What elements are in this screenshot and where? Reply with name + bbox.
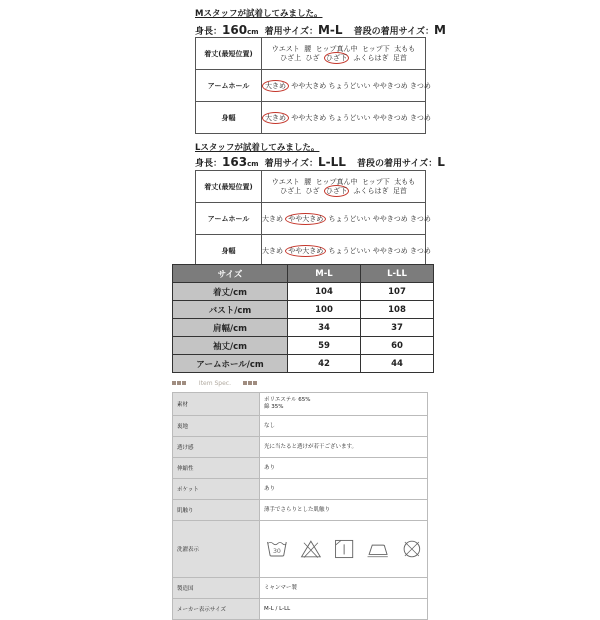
opt: ヒップ真ん中: [315, 177, 358, 186]
cell: 104: [288, 283, 361, 301]
m-staff-title: Mスタッフが試着してみました。: [195, 9, 323, 19]
cell: 60: [361, 337, 434, 355]
l-size-value: L-LL: [317, 155, 346, 169]
spec-table: [172, 392, 428, 620]
opt: ふくらはぎ: [353, 186, 389, 195]
l-height-value: 163: [222, 155, 248, 169]
l-width-label: 身幅: [196, 235, 262, 267]
m-width-options: [262, 102, 431, 134]
cell: 100: [288, 301, 361, 319]
opt: 足首: [392, 186, 407, 195]
m-armhole-label: アームホール: [196, 70, 262, 102]
m-length-label: 着丈(最短位置): [196, 38, 262, 70]
m-armhole-row: [196, 70, 426, 102]
opt: ひざ上: [280, 53, 302, 62]
l-armhole-row: [196, 203, 426, 235]
cell: 34: [288, 319, 361, 337]
table-row: [173, 393, 428, 416]
spec-key: 製造国: [173, 578, 260, 599]
opt: ヒップ真ん中: [315, 44, 358, 53]
spec-key: 素材: [173, 393, 260, 416]
opt: ヒップ下: [361, 44, 390, 53]
opt: ひざ: [305, 186, 320, 195]
opt: 大きめ: [262, 246, 283, 255]
l-armhole-label: アームホール: [196, 203, 262, 235]
cell: 37: [361, 319, 434, 337]
spec-key: 透け感: [173, 437, 260, 458]
opt: ひざ上: [280, 186, 302, 195]
table-row: [173, 500, 428, 521]
size-header-label: サイズ: [173, 265, 288, 283]
m-length-row: [196, 38, 426, 70]
opt: ヒップ下: [361, 177, 390, 186]
table-row: [173, 458, 428, 479]
spec-value: M-L / L-LL: [260, 599, 428, 620]
spec-value: あり: [260, 479, 428, 500]
m-length-options: [262, 38, 426, 70]
spec-value: 光に当たると透けが若干ございます。: [260, 437, 428, 458]
l-usual-label: 普段の着用サイズ：: [357, 159, 438, 169]
spec-key: 伸縮性: [173, 458, 260, 479]
square-icon: [253, 381, 257, 385]
table-row: [173, 355, 434, 373]
opt: きつめ: [409, 81, 431, 90]
size-table: [172, 264, 434, 373]
table-row: [173, 416, 428, 437]
square-icon: [243, 381, 247, 385]
l-staff-title: Lスタッフが試着してみました。: [195, 143, 320, 153]
m-width-label: 身幅: [196, 102, 262, 134]
spec-value: [260, 393, 428, 416]
l-size-label: 着用サイズ：: [264, 159, 318, 169]
l-usual-value: L: [437, 155, 445, 169]
opt: 腰: [304, 44, 312, 53]
table-row: [173, 599, 428, 620]
opt: 足首: [392, 53, 407, 62]
spec-heading: [172, 380, 258, 387]
l-staff-info: [195, 155, 445, 169]
square-icon: [248, 381, 252, 385]
m-size-label: 着用サイズ：: [264, 27, 318, 37]
opt: ややきつめ: [372, 214, 408, 223]
l-armhole-options: [262, 203, 431, 235]
square-icon: [177, 381, 181, 385]
m-width-row: [196, 102, 426, 134]
selected-armhole-option: やや大きめ: [285, 213, 326, 225]
l-height-label: 身長：: [195, 159, 223, 169]
spec-value: 薄手でさらりとした肌触り: [260, 500, 428, 521]
opt: やや大きめ: [291, 81, 327, 90]
opt: 腰: [304, 177, 312, 186]
spec-title: Item Spec.: [198, 380, 232, 387]
opt: ややきつめ: [372, 113, 408, 122]
row-label: アームホール/cm: [173, 355, 288, 373]
table-row: [173, 319, 434, 337]
line-dry-shade-icon: [334, 536, 354, 562]
opt: ひざ: [305, 53, 320, 62]
cell: 108: [361, 301, 434, 319]
opt: ややきつめ: [372, 81, 408, 90]
row-label: 袖丈/cm: [173, 337, 288, 355]
material-1: ポリエステル 65%: [264, 397, 311, 403]
l-height-unit: cm: [247, 160, 259, 168]
size-header-row: [173, 265, 434, 283]
care-icons: [260, 521, 428, 578]
selected-length-option: ひざ下: [326, 186, 347, 195]
selected-width-option: やや大きめ: [285, 245, 326, 257]
spec-value: ミャンマー製: [260, 578, 428, 599]
opt: 太もも: [394, 177, 416, 186]
m-height-value: 160: [222, 23, 248, 37]
opt: ちょうどいい: [328, 246, 371, 255]
opt: きつめ: [409, 246, 431, 255]
spec-key: 裏地: [173, 416, 260, 437]
m-usual-value: M: [433, 23, 446, 37]
table-row: [173, 578, 428, 599]
m-height-unit: cm: [247, 28, 259, 36]
selected-armhole-option: 大きめ: [262, 80, 289, 92]
opt: やや大きめ: [291, 113, 327, 122]
material-2: 綿 35%: [264, 404, 284, 410]
opt: ウエスト: [271, 177, 300, 186]
size-header-ml: M-L: [288, 265, 361, 283]
spec-key: メーカー表示サイズ: [173, 599, 260, 620]
no-bleach-icon: [300, 536, 322, 562]
selected-length-option: ひざ下: [326, 53, 347, 62]
spec-key: 洗濯表示: [173, 521, 260, 578]
m-usual-label: 普段の着用サイズ：: [353, 27, 434, 37]
cell: 107: [361, 283, 434, 301]
cell: 42: [288, 355, 361, 373]
size-header-lll: L-LL: [361, 265, 434, 283]
m-fit-table: [195, 37, 431, 134]
square-icon: [172, 381, 176, 385]
table-row: [173, 337, 434, 355]
table-row: [173, 437, 428, 458]
l-length-label: 着丈(最短位置): [196, 171, 262, 203]
m-height-label: 身長：: [195, 27, 223, 37]
row-label: 肩幅/cm: [173, 319, 288, 337]
opt: ちょうどいい: [328, 113, 371, 122]
opt: きつめ: [409, 214, 431, 223]
opt: ふくらはぎ: [353, 53, 389, 62]
l-length-options: [262, 171, 426, 203]
table-row: [173, 521, 428, 578]
row-label: バスト/cm: [173, 301, 288, 319]
l-width-options: [262, 235, 431, 267]
table-row: [173, 301, 434, 319]
opt: ややきつめ: [372, 246, 408, 255]
l-width-row: [196, 235, 426, 267]
table-row: [173, 479, 428, 500]
spec-value: あり: [260, 458, 428, 479]
cell: 59: [288, 337, 361, 355]
square-icon: [182, 381, 186, 385]
wash-30-icon: [266, 536, 288, 562]
opt: きつめ: [409, 113, 431, 122]
spec-value: なし: [260, 416, 428, 437]
m-armhole-options: [262, 70, 431, 102]
opt: 大きめ: [262, 214, 283, 223]
iron-low-icon: [366, 536, 389, 562]
spec-key: 肌触り: [173, 500, 260, 521]
opt: ちょうどいい: [328, 214, 371, 223]
no-tumble-dry-icon: [401, 535, 423, 563]
m-size-value: M-L: [317, 23, 343, 37]
selected-width-option: 大きめ: [262, 112, 289, 124]
l-length-row: [196, 171, 426, 203]
wash-temp: 30: [272, 547, 281, 555]
opt: ウエスト: [271, 44, 300, 53]
l-fit-table: [195, 170, 431, 267]
spec-key: ポケット: [173, 479, 260, 500]
row-label: 着丈/cm: [173, 283, 288, 301]
table-row: [173, 283, 434, 301]
opt: ちょうどいい: [328, 81, 371, 90]
opt: 太もも: [394, 44, 416, 53]
m-staff-info: [195, 23, 446, 37]
cell: 44: [361, 355, 434, 373]
